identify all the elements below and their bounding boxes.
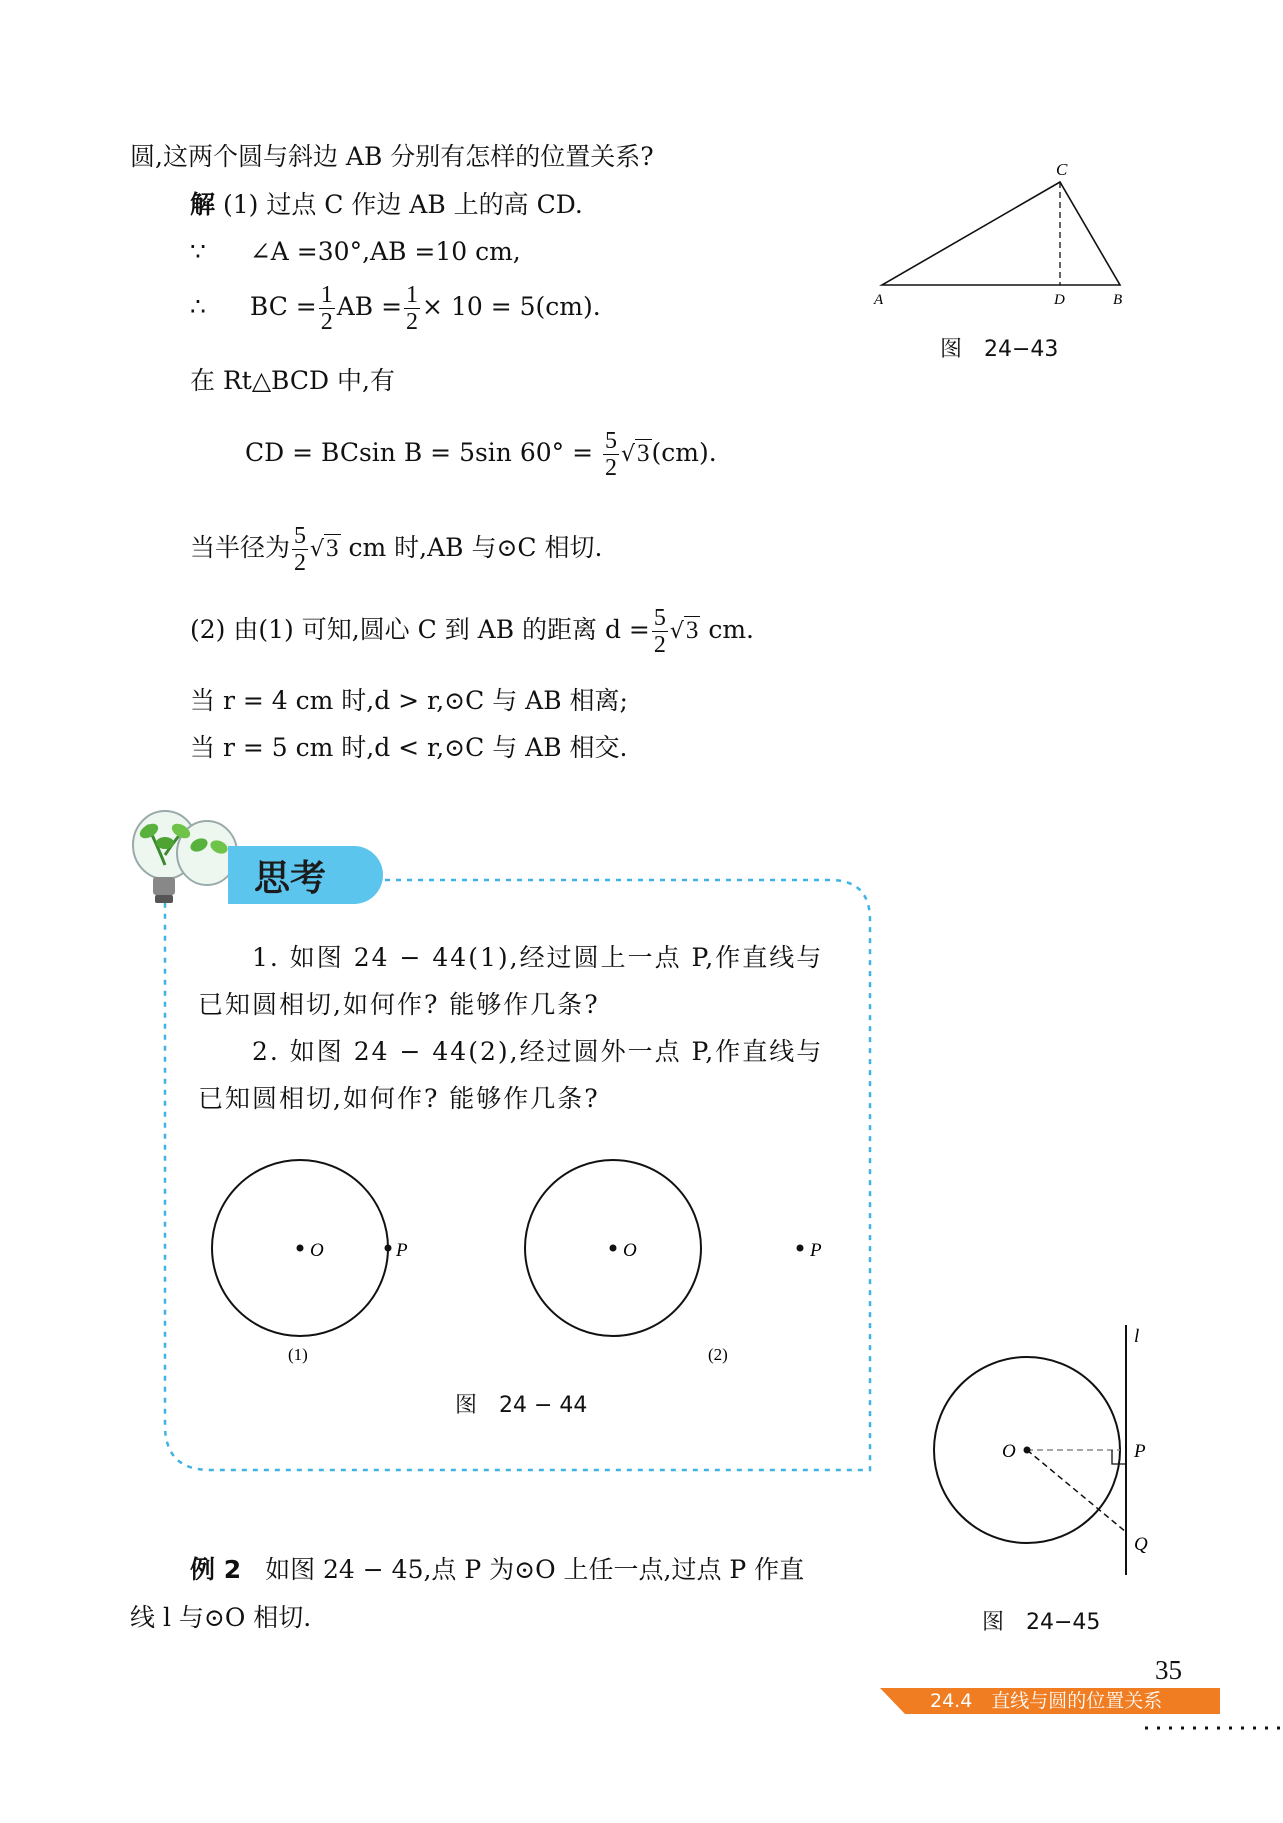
label-c: C <box>1056 160 1068 179</box>
sqrt-arg-2: 3 <box>326 535 339 562</box>
intro-line: 圆,这两个圆与斜边 AB 分别有怎样的位置关系? <box>130 142 654 171</box>
figure-24-45 <box>920 1320 1160 1590</box>
label-p: P <box>1134 1441 1146 1462</box>
cd-line <box>245 428 717 481</box>
footer-dots <box>1145 1724 1280 1732</box>
think-q1b: 已知圆相切,如何作? 能够作几条? <box>198 990 600 1019</box>
center-o-2 <box>610 1245 617 1252</box>
example2-line1 <box>190 1553 804 1587</box>
figure-24-43 <box>860 155 1130 315</box>
triangle-abc <box>882 182 1120 285</box>
center-o-1 <box>297 1245 304 1252</box>
because-symbol: ∵ <box>190 237 206 266</box>
tangent-line <box>190 523 602 576</box>
label-p-1: P <box>396 1240 408 1261</box>
footer-section-title: 24.4 直线与圆的位置关系 <box>930 1690 1163 1712</box>
example2-text1: 如图 24 − 45,点 P 为⊙O 上任一点,过点 P 作直 <box>265 1555 805 1584</box>
think-title: 思考 <box>254 858 327 899</box>
sqrt-arg-1: 3 <box>637 440 650 467</box>
case1-line: 当 r = 4 cm 时,d > r,⊙C 与 AB 相离; <box>190 686 628 715</box>
lightbulb-icon <box>125 795 245 910</box>
solution-step1 <box>190 188 583 222</box>
point-p-2 <box>797 1245 804 1252</box>
sqrt-icon: √ <box>621 442 636 467</box>
bc-lhs: BC = <box>249 292 317 321</box>
sqrt-icon: √ <box>669 619 684 644</box>
label-p-2: P <box>810 1240 822 1261</box>
label-q: Q <box>1134 1534 1148 1555</box>
label-d: D <box>1054 292 1065 308</box>
step2-pre: (2) 由(1) 可知,圆心 C 到 AB 的距离 d = <box>190 615 650 644</box>
label-o-1: O <box>310 1240 324 1261</box>
point-p-1 <box>385 1245 392 1252</box>
tangent-post: cm 时,AB 与⊙C 相切. <box>348 533 603 562</box>
figure-24-44 <box>200 1150 840 1365</box>
cd-end: (cm). <box>651 438 717 467</box>
because-line <box>190 235 521 269</box>
think-q2a: 2. 如图 24 − 44(2),经过圆外一点 P,作直线与 <box>252 1037 824 1066</box>
bc-mid: AB = <box>336 292 403 321</box>
given-text: ∠A =30°,AB =10 cm, <box>249 237 521 266</box>
half-fraction-2: $\frac{1}{2}$ <box>406 282 419 335</box>
label-a: A <box>874 292 884 308</box>
tangent-pre: 当半径为 <box>190 533 291 562</box>
fig43-caption: 图 24−43 <box>940 337 1059 362</box>
think-q2b: 已知圆相切,如何作? 能够作几条? <box>198 1084 600 1113</box>
step2-post: cm. <box>708 615 754 644</box>
cd-text: CD = BCsin B = 5sin 60° = <box>245 438 594 467</box>
therefore-symbol: ∴ <box>190 292 206 321</box>
sqrt-icon: √ <box>310 537 325 562</box>
case2-line: 当 r = 5 cm 时,d < r,⊙C 与 AB 相交. <box>190 733 628 762</box>
five-half-fraction-2: $\frac{5}{2}$ <box>294 523 307 576</box>
sqrt-arg-3: 3 <box>685 617 699 644</box>
label-b: B <box>1113 292 1123 308</box>
step2-line <box>190 605 754 658</box>
sub-label-1: (1) <box>288 1345 308 1364</box>
label-o-2: O <box>623 1240 637 1261</box>
think-q1a: 1. 如图 24 − 44(1),经过圆上一点 P,作直线与 <box>252 943 824 972</box>
example2-label: 例 2 <box>190 1555 242 1584</box>
half-fraction-1: $\frac{1}{2}$ <box>320 282 333 335</box>
five-half-fraction-1: $\frac{5}{2}$ <box>605 428 617 481</box>
center-o <box>1024 1447 1031 1454</box>
solution-step1-text: (1) 过点 C 作边 AB 上的高 CD. <box>222 190 583 219</box>
rt-line: 在 Rt△BCD 中,有 <box>190 366 395 395</box>
bc-end: × 10 = 5(cm). <box>422 292 601 321</box>
five-half-fraction-3: $\frac{5}{2}$ <box>653 605 666 658</box>
fig45-caption: 图 24−45 <box>982 1610 1101 1635</box>
fig44-caption: 图 24 − 44 <box>455 1393 588 1418</box>
label-l: l <box>1134 1326 1140 1347</box>
solution-label: 解 <box>190 190 216 219</box>
page-number: 35 <box>1155 1655 1182 1685</box>
label-o: O <box>1002 1441 1016 1462</box>
sub-label-2: (2) <box>708 1345 728 1364</box>
example2-line2: 线 l 与⊙O 相切. <box>130 1603 312 1632</box>
bc-line <box>190 282 601 335</box>
